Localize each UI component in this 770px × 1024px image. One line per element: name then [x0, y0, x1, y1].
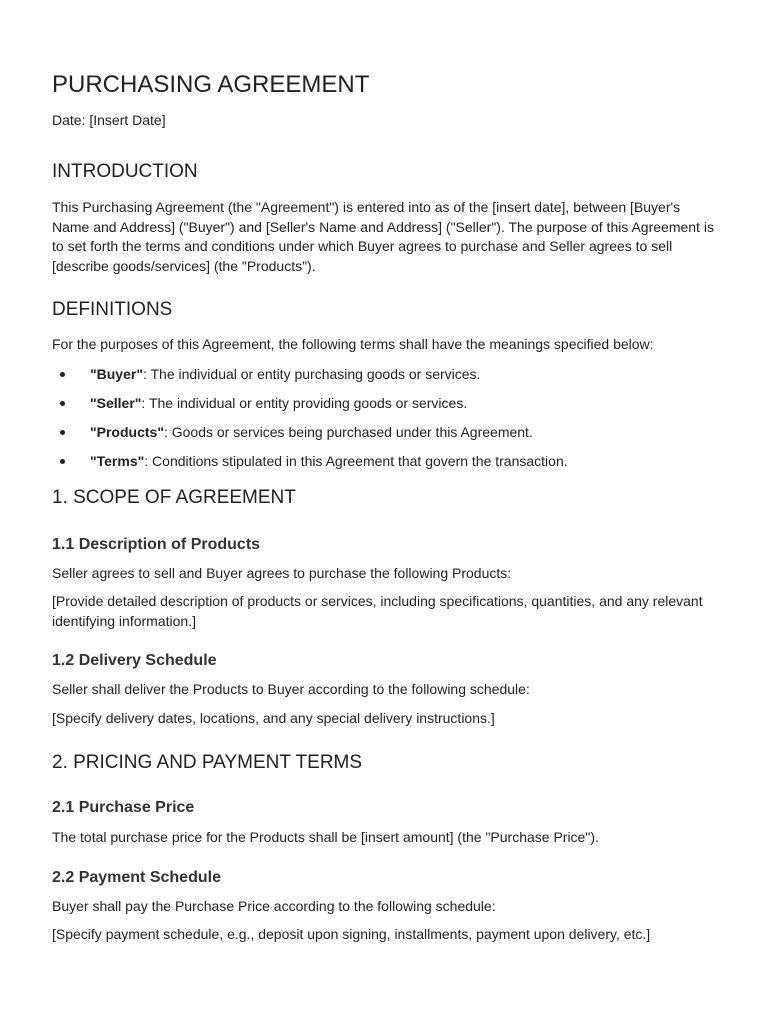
bullet-icon — [60, 430, 65, 435]
definitions-list — [52, 364, 718, 471]
document-title: PURCHASING AGREEMENT — [52, 71, 370, 98]
section-2-heading: 2. PRICING AND PAYMENT TERMS — [52, 752, 363, 773]
bullet-icon — [60, 372, 65, 377]
section-2-2-paragraph-1: Buyer shall pay the Purchase Price according to the following schedule: — [52, 897, 496, 914]
definitions-heading: DEFINITIONS — [52, 299, 173, 320]
section-2-1-paragraph-1: The total purchase price for the Products shall be [insert amount] (the "Purchase Price"). — [52, 829, 599, 845]
definition-text: : Goods or services being purchased under this Agreement. — [163, 423, 533, 440]
definition-term: "Seller" — [90, 394, 142, 411]
section-1-1-paragraph-2: [Provide detailed description of products or services, including specifications, quantities, and any relevant identifying information.] — [52, 593, 703, 629]
definition-text: : The individual or entity providing goods or services. — [141, 394, 468, 411]
list-item — [52, 422, 718, 442]
section-2-1-heading: 2.1 Purchase Price — [52, 799, 195, 816]
list-item — [52, 451, 718, 471]
definition-text: : Conditions stipulated in this Agreement that govern the transaction. — [144, 452, 568, 469]
section-2-2-paragraph-2: [Specify payment schedule, e.g., deposit upon signing, installments, payment upon delivery, etc.] — [52, 926, 651, 942]
definitions-intro: For the purposes of this Agreement, the following terms shall have the meanings specified below: — [52, 336, 654, 352]
bullet-icon — [60, 459, 65, 464]
date-line: Date: [Insert Date] — [52, 112, 166, 128]
section-1-2-paragraph-1: Seller shall deliver the Products to Buyer according to the following schedule: — [52, 681, 530, 697]
section-1-1-heading: 1.1 Description of Products — [52, 535, 261, 553]
section-1-1-paragraph-1: Seller agrees to sell and Buyer agrees to purchase the following Products: — [52, 564, 512, 581]
section-2-2-heading: 2.2 Payment Schedule — [52, 868, 221, 886]
definition-term: "Products" — [90, 423, 164, 440]
list-item — [52, 364, 718, 384]
section-1-2-heading: 1.2 Delivery Schedule — [52, 652, 217, 669]
definition-term: "Buyer" — [90, 365, 143, 382]
bullet-icon — [60, 401, 65, 406]
introduction-paragraph: This Purchasing Agreement (the "Agreement") is entered into as of the [insert date], between [Buyer's Name and Address] ("Buyer") and [Seller's Name and Address] ("Seller"). The purpose of this Agreement is to set forth the terms and conditions under which Buyer agrees to purchase and Seller agrees to sell [describe goods/services] (the "Products"). — [52, 199, 714, 274]
introduction-heading: INTRODUCTION — [52, 161, 198, 182]
definition-term: "Terms" — [90, 452, 145, 469]
definition-text: : The individual or entity purchasing goods or services. — [142, 365, 481, 382]
section-1-2-paragraph-2: [Specify delivery dates, locations, and any special delivery instructions.] — [52, 709, 495, 726]
list-item — [52, 393, 718, 413]
section-1-heading: 1. SCOPE OF AGREEMENT — [52, 486, 296, 508]
